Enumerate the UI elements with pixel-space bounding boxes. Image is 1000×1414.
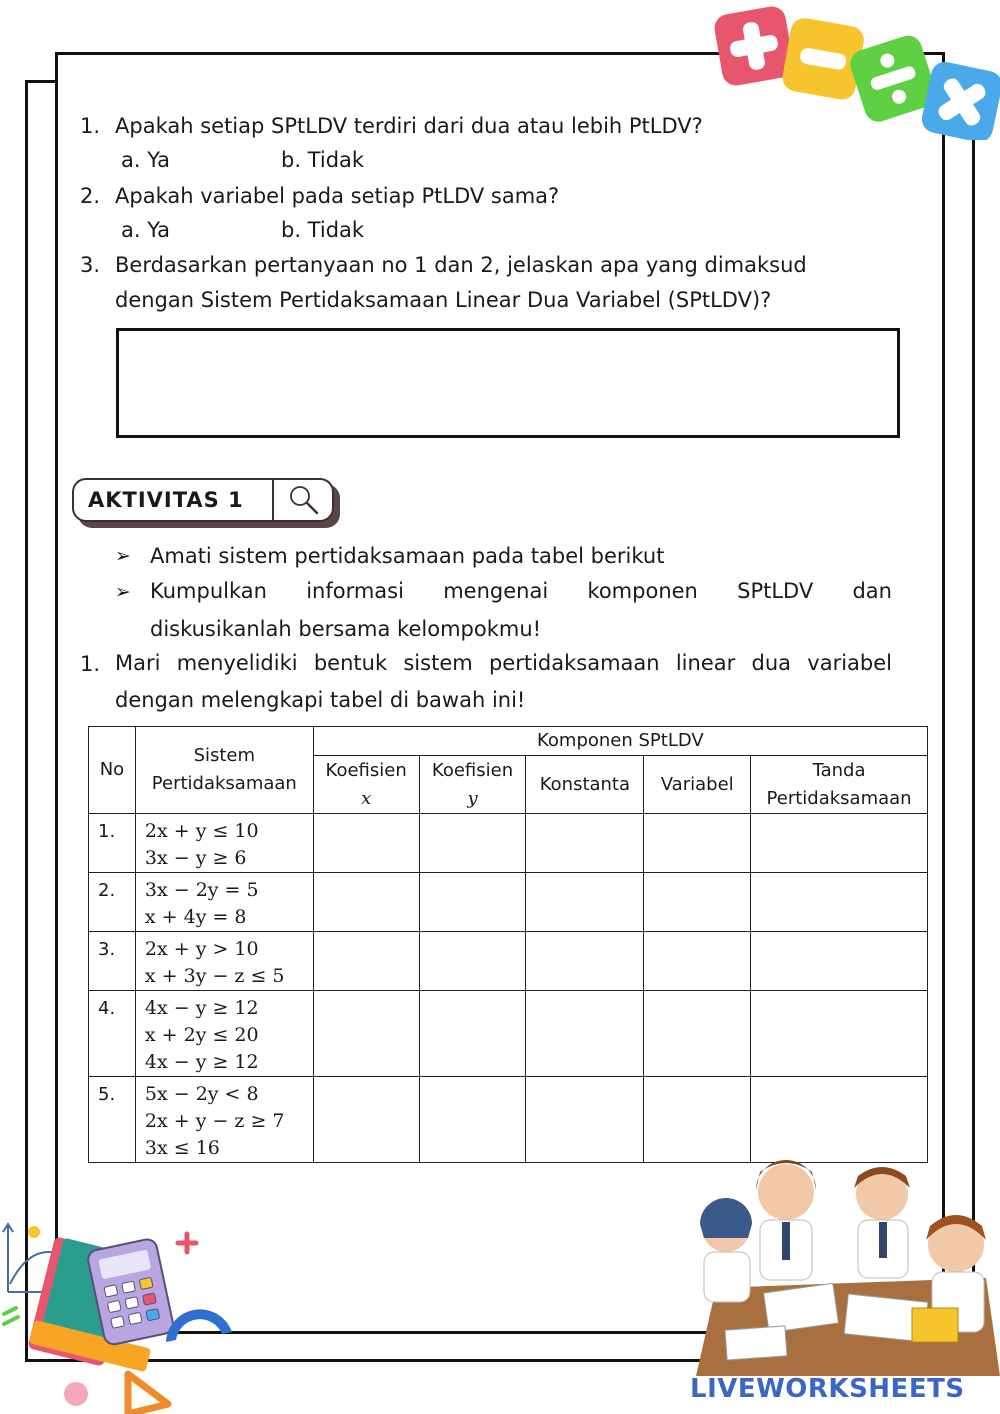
book-icon: [912, 1308, 958, 1342]
search-icon: [286, 483, 322, 517]
row-system: [135, 991, 313, 1077]
task-number: 1.: [80, 652, 101, 676]
instruction-collect-line-2: diskusikanlah bersama kelompokmu!: [150, 617, 542, 641]
cell-koefisien-x[interactable]: [313, 991, 419, 1077]
cell-konstanta[interactable]: [526, 814, 644, 873]
stationery-decoration: [0, 1214, 240, 1414]
question-1-text: Apakah setiap SPtLDV terdiri dari dua atau lebih PtLDV?: [115, 114, 703, 138]
question-2-text: Apakah variabel pada setiap PtLDV sama?: [115, 184, 560, 208]
triangle-ruler-icon: [128, 1374, 168, 1414]
question-3-text-line-1: Berdasarkan pertanyaan no 1 dan 2, jelaskan apa yang dimaksud: [115, 253, 807, 277]
student-icon: [912, 1215, 986, 1342]
header-koefisien-x-var: x: [361, 787, 372, 809]
cell-konstanta[interactable]: [526, 873, 644, 932]
table-row: [89, 991, 928, 1077]
bullet-arrow-icon: ➢: [115, 581, 131, 603]
row-number: 4.: [89, 991, 136, 1077]
bullet-arrow-icon: ➢: [115, 545, 131, 567]
inequality: 3x − 2y = 5: [144, 879, 259, 901]
header-koefisien-y-label: Koefisien: [431, 759, 514, 781]
header-variabel: Variabel: [644, 756, 751, 814]
header-sistem-line-1: Sistem: [193, 745, 256, 766]
inequality: 3x ≤ 16: [144, 1137, 220, 1159]
cell-tanda[interactable]: [751, 814, 928, 873]
row-system: [135, 932, 313, 991]
question-1-number: 1.: [80, 114, 101, 138]
header-no: No: [89, 727, 136, 814]
table-row: [89, 814, 928, 873]
cell-koefisien-y[interactable]: [419, 932, 526, 991]
inequality: 2x + y > 10: [144, 938, 259, 960]
dash-icon: [4, 1308, 18, 1324]
row-system: [135, 1077, 313, 1163]
row-number: 1.: [89, 814, 136, 873]
inequality: x + 3y − z ≤ 5: [144, 965, 285, 987]
dot-icon: [64, 1382, 88, 1406]
question-3-text-line-2: dengan Sistem Pertidaksamaan Linear Dua Variabel (SPtLDV)?: [115, 288, 772, 312]
cell-variabel[interactable]: [644, 1077, 751, 1163]
cell-koefisien-y[interactable]: [419, 814, 526, 873]
watermark: LIVEWORKSHEETS: [690, 1374, 965, 1404]
header-tanda-line-1: Tanda: [812, 759, 866, 781]
student-icon: [756, 1160, 816, 1280]
table-row: [89, 873, 928, 932]
inequality: 2x + y − z ≥ 7: [144, 1110, 285, 1132]
table-row: [89, 932, 928, 991]
task-text-line-2: dengan melengkapi tabel di bawah ini!: [115, 688, 526, 712]
header-komponen: Komponen SPtLDV: [313, 727, 927, 756]
cell-tanda[interactable]: [751, 991, 928, 1077]
cell-koefisien-y[interactable]: [419, 873, 526, 932]
cell-koefisien-y[interactable]: [419, 991, 526, 1077]
cell-koefisien-y[interactable]: [419, 1077, 526, 1163]
inequality: x + 2y ≤ 20: [144, 1024, 259, 1046]
header-tanda: [751, 756, 928, 814]
cell-variabel[interactable]: [644, 814, 751, 873]
instruction-collect-line-1: Kumpulkan informasi mengenai komponen SPtLDV dan: [150, 579, 892, 603]
header-konstanta: Konstanta: [526, 756, 644, 814]
math-symbols-decoration: [712, 4, 1000, 140]
students-illustration: [686, 1158, 1000, 1376]
activity-title: AKTIVITAS 1: [88, 488, 244, 512]
question-1-option-b[interactable]: b. Tidak: [281, 148, 365, 172]
header-koefisien-y-var: y: [467, 787, 478, 809]
header-koefisien-x-label: Koefisien: [325, 759, 407, 781]
cell-variabel[interactable]: [644, 932, 751, 991]
header-koefisien-x: [313, 756, 419, 814]
activity-label-divider: [272, 480, 274, 520]
inequality: 4x − y ≥ 12: [144, 1051, 259, 1073]
multiply-tile-icon: [918, 58, 1000, 140]
row-system: [135, 873, 313, 932]
cell-koefisien-x[interactable]: [313, 873, 419, 932]
row-number: 2.: [89, 873, 136, 932]
cell-koefisien-x[interactable]: [313, 814, 419, 873]
inequality: 2x + y ≤ 10: [144, 820, 259, 842]
cell-tanda[interactable]: [751, 932, 928, 991]
cell-konstanta[interactable]: [526, 991, 644, 1077]
dot-icon: [28, 1226, 40, 1238]
header-tanda-line-2: Pertidaksamaan: [766, 787, 912, 809]
inequality: x + 4y = 8: [144, 906, 247, 928]
question-1-option-a[interactable]: a. Ya: [121, 148, 171, 172]
sptldv-components-table: [88, 726, 928, 1163]
plus-icon: [178, 1234, 196, 1252]
student-icon: [700, 1198, 752, 1302]
question-3-number: 3.: [80, 253, 101, 277]
row-system: [135, 814, 313, 873]
question-2-option-b[interactable]: b. Tidak: [281, 218, 365, 242]
cell-koefisien-x[interactable]: [313, 1077, 419, 1163]
student-icon: [854, 1167, 910, 1278]
inequality: 4x − y ≥ 12: [144, 997, 259, 1019]
row-number: 5.: [89, 1077, 136, 1163]
header-sistem: [135, 727, 313, 814]
cell-koefisien-x[interactable]: [313, 932, 419, 991]
cell-konstanta[interactable]: [526, 932, 644, 991]
row-number: 3.: [89, 932, 136, 991]
table-row: [89, 1077, 928, 1163]
header-sistem-line-2: Pertidaksamaan: [151, 773, 297, 794]
cell-variabel[interactable]: [644, 873, 751, 932]
task-text-line-1: Mari menyelidiki bentuk sistem pertidaksamaan linear dua variabel: [115, 651, 892, 675]
protractor-icon: [166, 1309, 232, 1342]
inequality: 5x − 2y < 8: [144, 1083, 259, 1105]
instruction-observe: Amati sistem pertidaksamaan pada tabel berikut: [150, 544, 665, 568]
cell-variabel[interactable]: [644, 991, 751, 1077]
activity-label: [72, 478, 334, 526]
question-3-answer-box[interactable]: [116, 328, 900, 438]
question-2-option-a[interactable]: a. Ya: [121, 218, 171, 242]
inequality: 3x − y ≥ 6: [144, 847, 247, 869]
question-2-number: 2.: [80, 184, 101, 208]
cell-konstanta[interactable]: [526, 1077, 644, 1163]
cell-tanda[interactable]: [751, 1077, 928, 1163]
cell-tanda[interactable]: [751, 873, 928, 932]
header-koefisien-y: [419, 756, 526, 814]
